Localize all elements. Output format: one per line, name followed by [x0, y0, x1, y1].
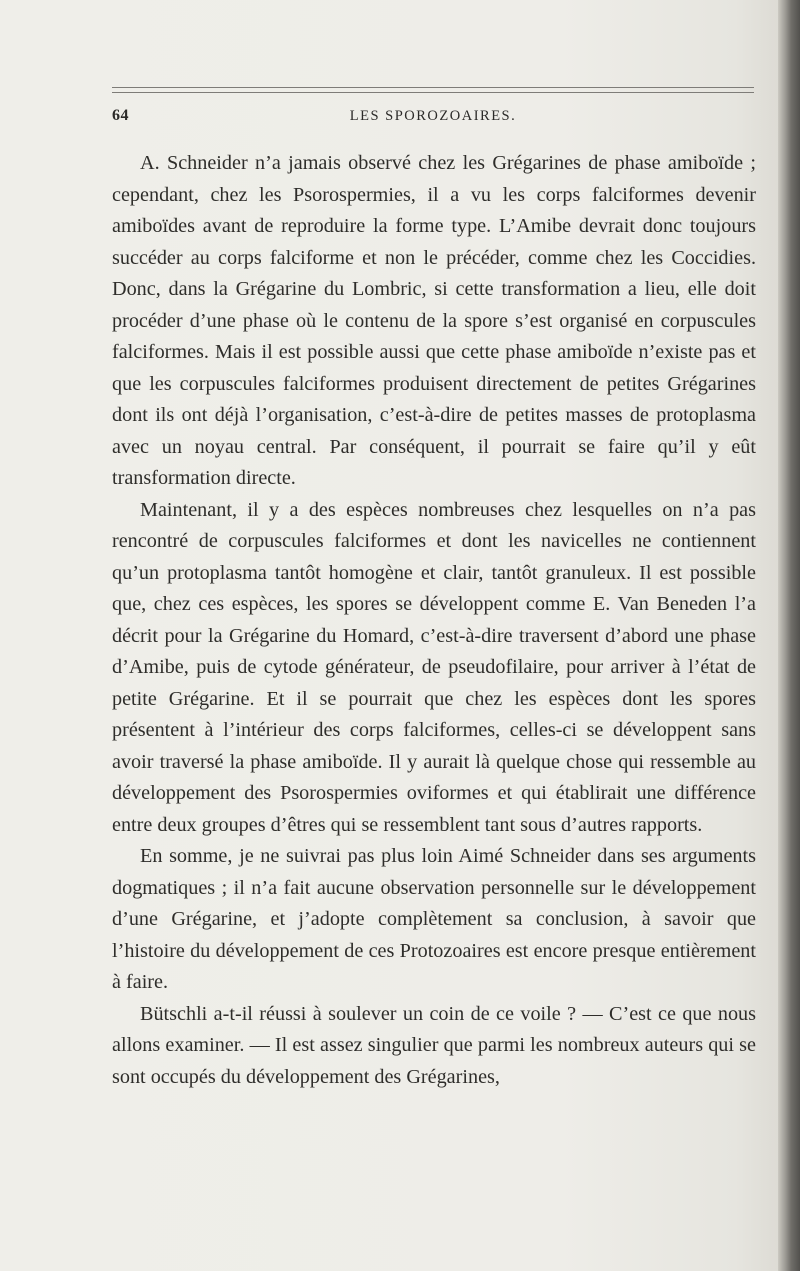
header-rule-bottom: [112, 92, 754, 93]
page-header: [112, 107, 754, 131]
page-binding-edge: [778, 0, 800, 1271]
paragraph: Bütschli a-t-il réussi à soulever un coin de ce voile ? — C’est ce que nous allons examiner. — Il est assez singulier que parmi les nombreux auteurs qui se sont occupés du développement des Grégarines,: [112, 1002, 756, 1088]
body-text: [112, 148, 756, 1093]
running-head: LES SPOROZOAIRES.: [349, 108, 517, 124]
paragraph: A. Schneider n’a jamais observé chez les Grégarines de phase amiboïde ; cependant, chez les Psorospermies, il a vu les corps falciformes devenir amiboïdes avant de reproduire la forme type. L’Amibe devrait donc toujours succéder au corps falciforme et non le précéder, comme chez les Coccidies. Donc, dans la Grégarine du Lombric, si cette transformation a lieu, elle doit procéder d’une phase où le contenu de la spore s’est organisé en corpuscules falciformes. Mais il est possible aussi que cette phase amiboïde n’existe pas et que les corpuscules falciformes produisent directement de petites Grégarines dont ils ont déjà l’organisation, c’est-à-dire de petites masses de protoplasma avec un noyau central. Par conséquent, il pourrait se faire qu’il y eût transformation directe.: [112, 152, 756, 489]
paragraph: Maintenant, il y a des espèces nombreuses chez lesquelles on n’a pas rencontré de corpuscules falciformes et dont les navicelles ne contiennent qu’un protoplasma tantôt homogène et clair, tantôt granuleux. Il est possible que, chez ces espèces, les spores se développent comme E. Van Beneden l’a décrit pour la Grégarine du Homard, c’est-à-dire traversent d’abord une phase d’Amibe, puis de cytode générateur, de pseudofilaire, pour arriver à l’état de petite Grégarine. Et il se pourrait que chez les espèces dont les spores présentent à l’intérieur des corps falciformes, celles-ci se développent sans avoir traversé la phase amiboïde. Il y aurait là quelque chose qui ressemble au développement des Psorospermies oviformes et qui établirait une différence entre deux groupes d’êtres qui se ressemblent tant sous d’autres rapports.: [112, 498, 756, 836]
page-number: 64: [112, 107, 129, 124]
paragraph: En somme, je ne suivrai pas plus loin Aimé Schneider dans ses arguments dogmatiques ; il n’a fait aucune observation personnelle sur le développement d’une Grégarine, et j’adopte complètement sa conclusion, à savoir que l’histoire du développement de ces Protozoaires est encore presque entièrement à faire.: [112, 845, 756, 993]
header-rule-top: [112, 87, 754, 88]
